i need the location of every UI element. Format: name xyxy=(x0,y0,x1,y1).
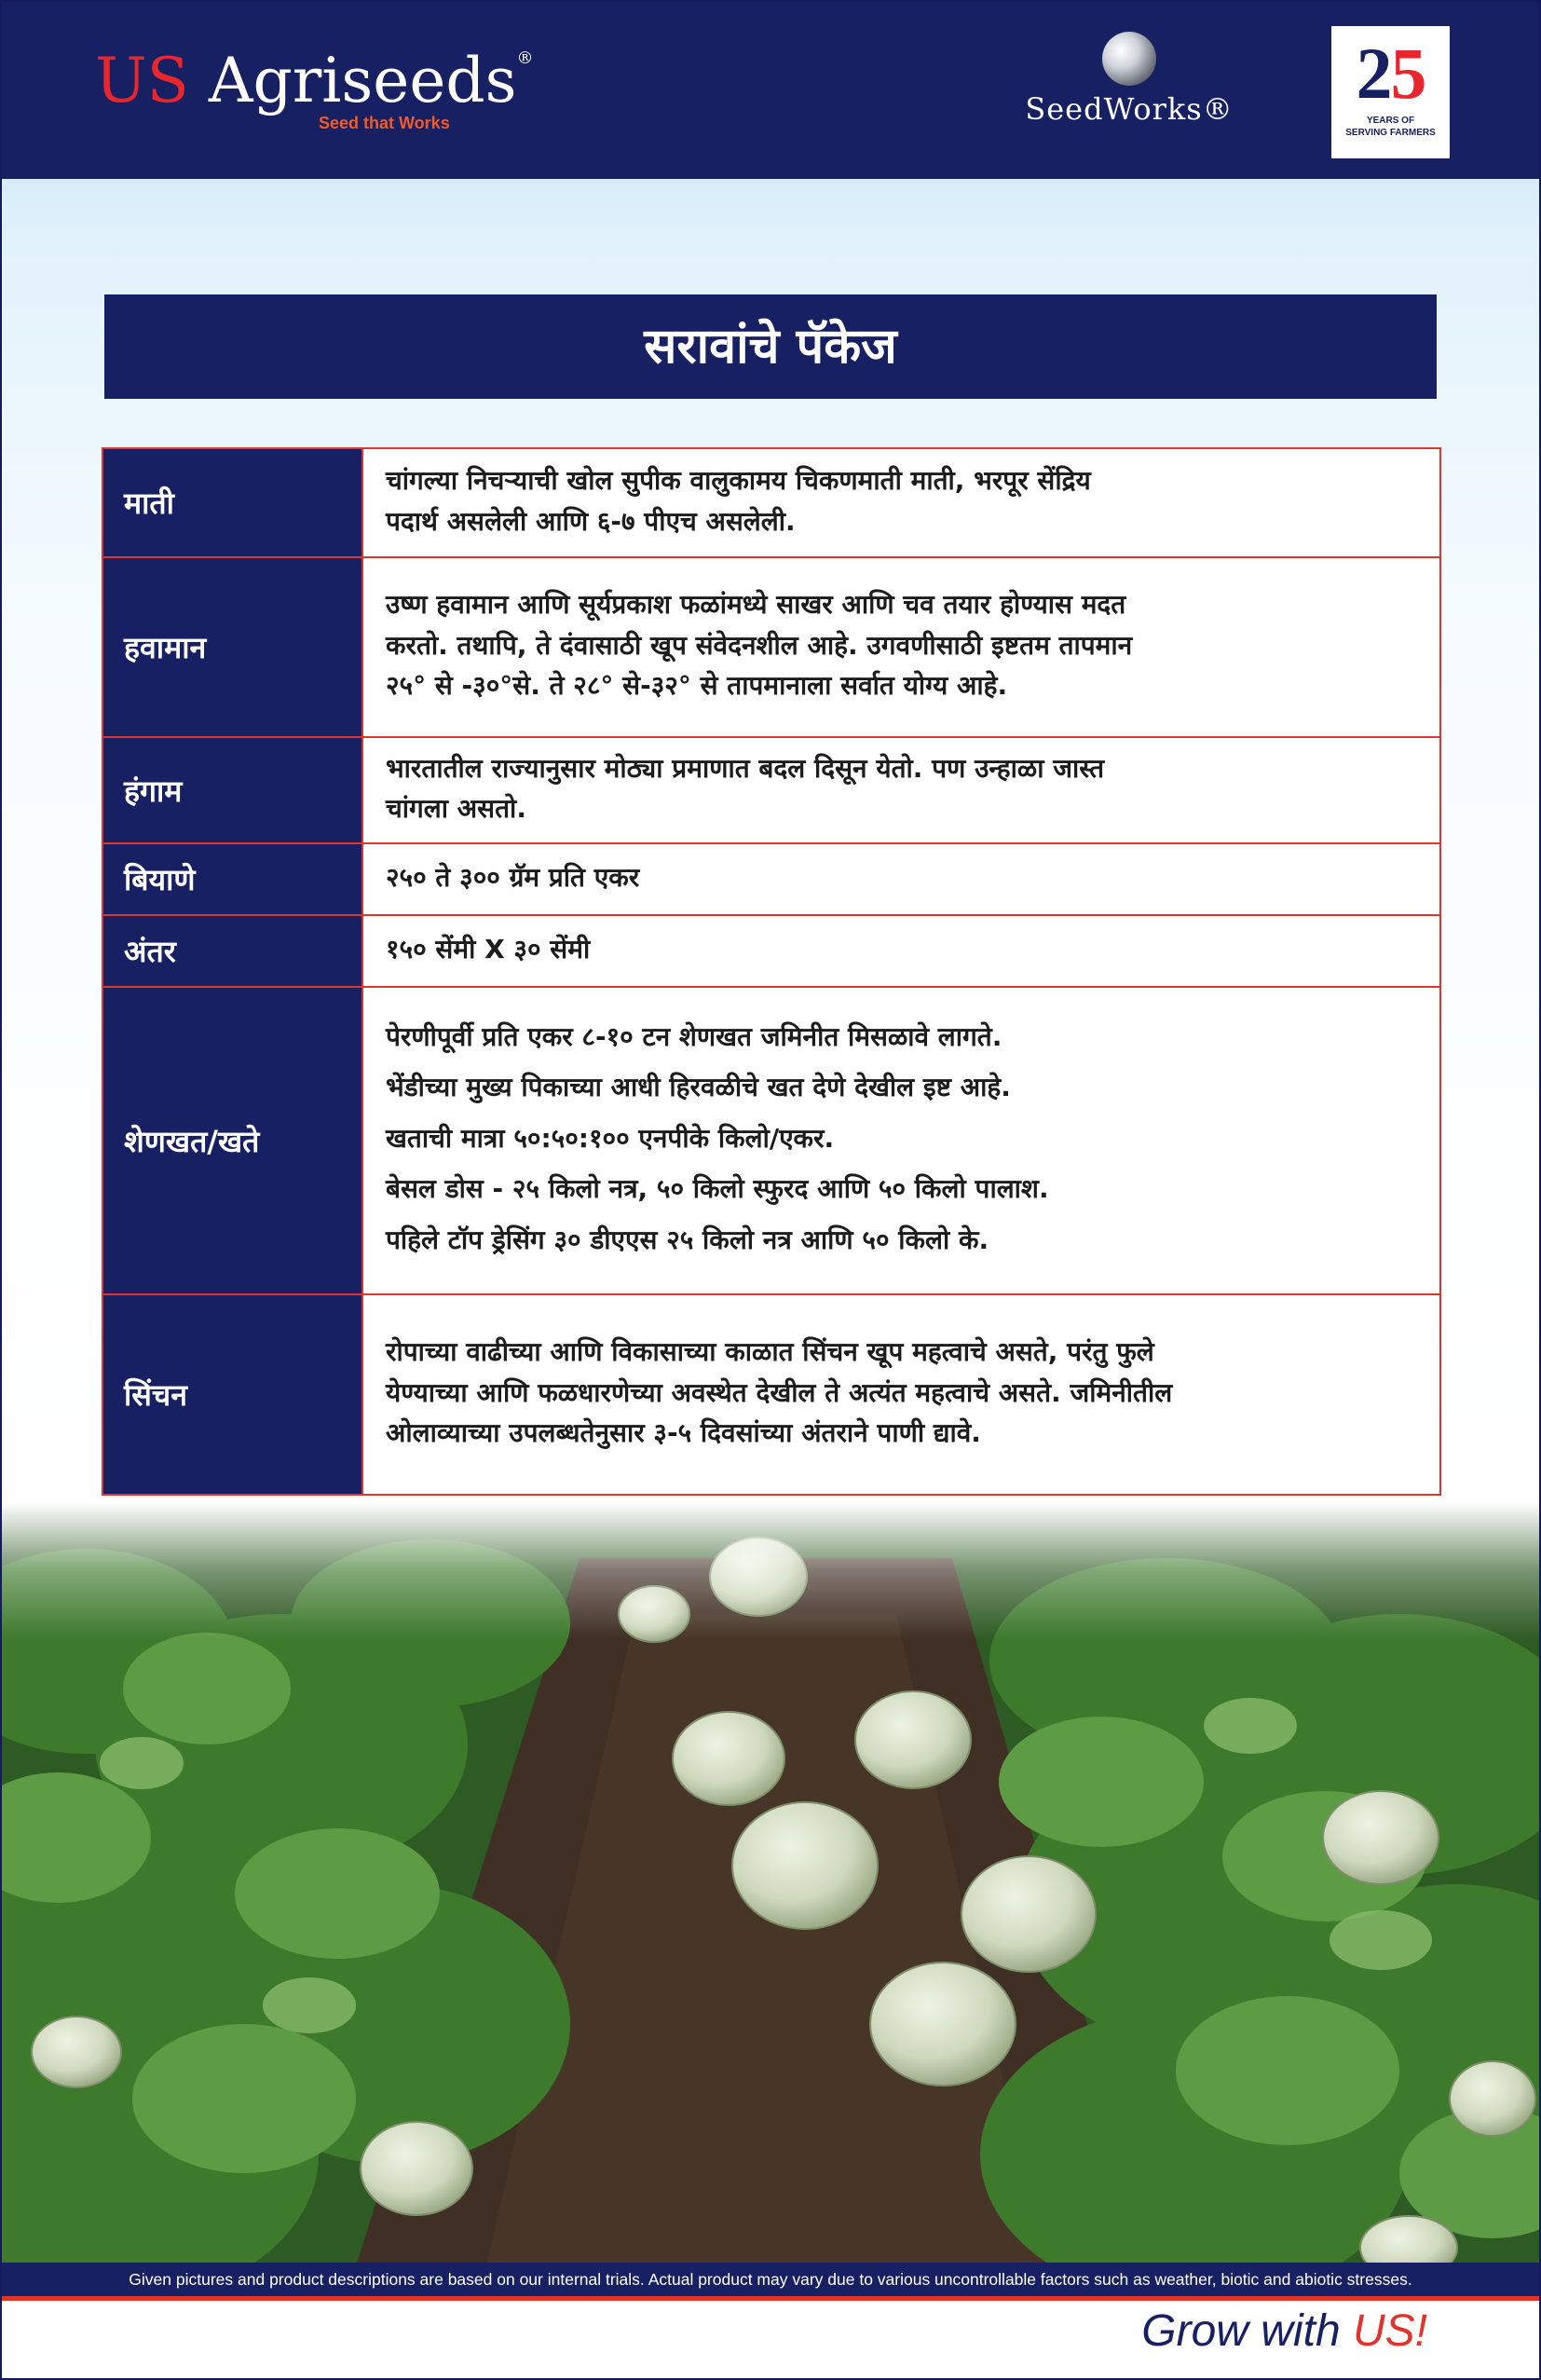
brand-tagline: Seed that Works xyxy=(319,114,450,132)
practice-table xyxy=(102,447,1441,1496)
row-value-line: करतो. तथापि, ते दंवासाठी खूप संवेदनशील आहे. उगवणीसाठी इष्टतम तापमान xyxy=(386,629,1133,661)
row-label: अंतर xyxy=(102,915,362,987)
page-title: सरावांचे पॅकेज xyxy=(104,294,1437,399)
row-value-line: भारतातील राज्यानुसार मोठ्या प्रमाणात बदल दिसून येतो. पण उन्हाळा जास्त xyxy=(386,752,1105,784)
badge-line-2: SERVING FARMERS xyxy=(1345,127,1436,138)
table-row xyxy=(102,915,1440,987)
globe-icon xyxy=(1102,32,1156,86)
row-value-line: २५° से -३०°से. ते २८° से-३२° से तापमानाला सर्वात योग्य आहे. xyxy=(386,670,1008,702)
row-value xyxy=(362,843,1440,915)
row-label: माती xyxy=(102,448,362,557)
slogan-brand: US! xyxy=(1352,2306,1427,2356)
partner-name: SeedWorks® xyxy=(1025,91,1234,127)
row-value xyxy=(362,915,1440,987)
row-label: सिंचन xyxy=(102,1294,362,1495)
slogan xyxy=(1141,2305,1427,2357)
row-value-line: पहिले टॉप ड्रेसिंग ३० डीएएस २५ किलो नत्र आणि ५० किलो के. xyxy=(386,1224,989,1255)
row-value-line: २५० ते ३०० ग्रॅम प्रति एकर xyxy=(386,861,640,893)
row-value xyxy=(362,1294,1440,1495)
table-row xyxy=(102,557,1440,737)
table-row xyxy=(102,1294,1440,1495)
row-value-line: भेंडीच्या मुख्य पिकाच्या आधी हिरवळीचे खत देणे देखील इष्ट आहे. xyxy=(386,1072,1011,1103)
brand-name: Agriseeds xyxy=(208,45,517,116)
row-value-line: पेरणीपूर्वी प्रति एकर ८-१० टन शेणखत जमिनीत मिसळावे लागते. xyxy=(386,1020,1002,1052)
row-value xyxy=(362,737,1440,843)
row-value-line: चांगला असतो. xyxy=(386,793,526,824)
row-value-line: १५० सेंमी X ३० सेंमी xyxy=(386,933,591,964)
row-value xyxy=(362,987,1440,1294)
slogan-text: Grow with xyxy=(1141,2306,1353,2356)
row-value-line: खताची मात्रा ५०:५०:१०० एनपीके किलो/एकर. xyxy=(386,1122,835,1154)
header-bar xyxy=(2,2,1539,179)
row-label: हवामान xyxy=(102,557,362,737)
row-value-line: रोपाच्या वाढीच्या आणि विकासाच्या काळात सिंचन खूप महत्वाचे असते, परंतु फुले xyxy=(386,1336,1154,1368)
brand-reg-mark: ® xyxy=(516,48,534,68)
seedworks-logo xyxy=(1008,32,1250,127)
row-value-line: उष्ण हवामान आणि सूर्यप्रकाश फळांमध्ये साखर आणि चव तयार होण्यास मदत xyxy=(386,589,1126,621)
row-value-line: येण्याच्या आणि फळधारणेच्या अवस्थेत देखील ते अत्यंत महत्वाचे असते. जमिनीतील xyxy=(386,1376,1173,1408)
row-label: शेणखत/खते xyxy=(102,987,362,1294)
row-value-line: ओलाव्याच्या उपलब्धतेनुसार ३-५ दिवसांच्या अंतराने पाणी द्यावे. xyxy=(386,1417,981,1449)
divider xyxy=(2,2296,1539,2301)
row-value xyxy=(362,448,1440,557)
row-value-line: बेसल डोस - २५ किलो नत्र, ५० किलो स्फुरद आणि ५० किलो पालाश. xyxy=(386,1173,1049,1205)
row-label: हंगाम xyxy=(102,737,362,843)
disclaimer: Given pictures and product descriptions are based on our internal trials. Actual product may vary due to various uncontrollable factors such as weather, biotic and abiotic stresses. xyxy=(2,2263,1539,2296)
us-agriseeds-logo xyxy=(95,45,534,133)
row-label: बियाणे xyxy=(102,843,362,915)
row-value xyxy=(362,557,1440,737)
anniversary-badge xyxy=(1331,26,1450,158)
brand-prefix: US xyxy=(95,45,189,116)
melon-field-image xyxy=(2,1502,1539,2266)
table-row xyxy=(102,448,1440,557)
row-value-line: चांगल्या निचऱ्याची खोल सुपीक वालुकामय चिकणमाती माती, भरपूर सेंद्रिय xyxy=(386,465,1091,497)
badge-line-1: YEARS OF xyxy=(1366,116,1415,126)
badge-number-b: 5 xyxy=(1390,33,1425,114)
row-value-line: पदार्थ असलेली आणि ६-७ पीएच असलेली. xyxy=(386,505,796,537)
badge-number-a: 2 xyxy=(1356,33,1391,114)
table-row xyxy=(102,843,1440,915)
table-row xyxy=(102,737,1440,843)
table-row xyxy=(102,987,1440,1294)
